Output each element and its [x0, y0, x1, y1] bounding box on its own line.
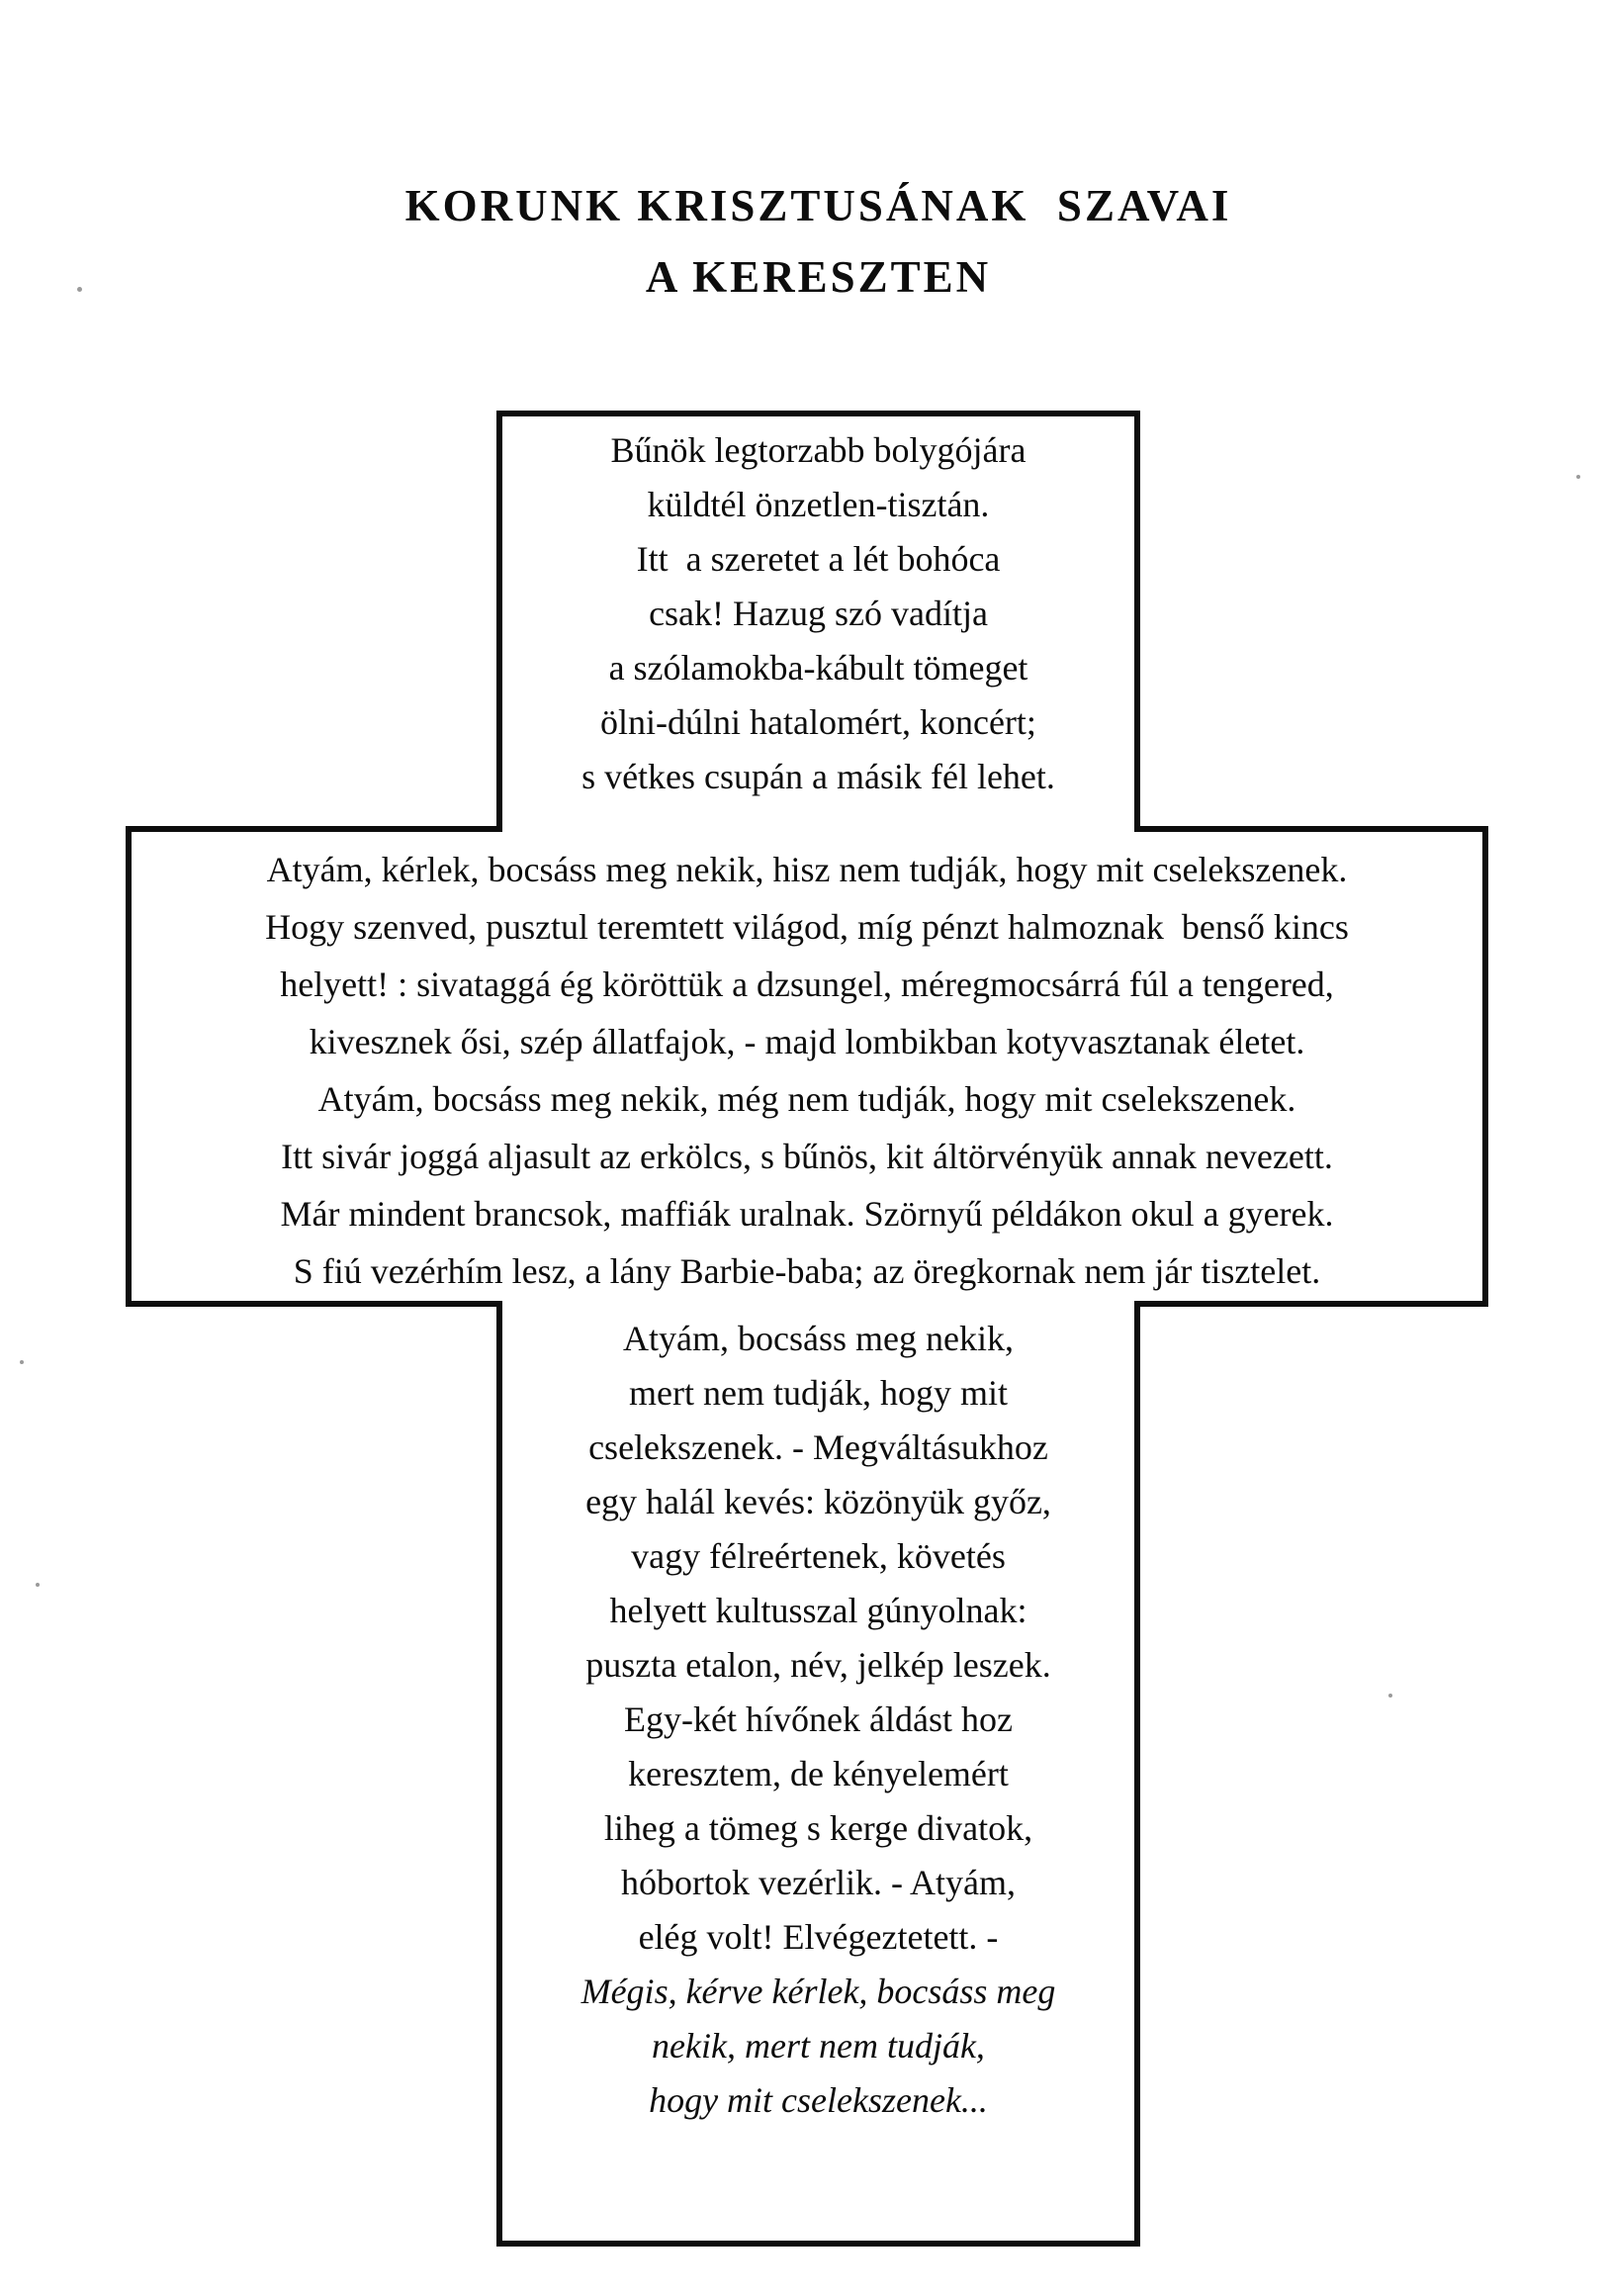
- poem-line: Atyám, bocsáss meg nekik, még nem tudják, hogy mit cselekszenek.: [317, 1079, 1296, 1119]
- poem-line: csak! Hazug szó vadítja: [649, 594, 988, 633]
- poem-line: Atyám, bocsáss meg nekik,: [623, 1319, 1014, 1358]
- poem-line-italic: nekik, mert nem tudják,: [652, 2026, 985, 2066]
- title-line-1: KORUNK KRISZTUSÁNAK SZAVAI: [404, 181, 1232, 230]
- scan-speck: [36, 1583, 40, 1587]
- poem-line: a szólamokba-kábult tömeget: [608, 648, 1028, 688]
- scan-speck: [1576, 475, 1580, 479]
- scan-speck: [1388, 1694, 1392, 1698]
- scan-speck: [20, 1360, 24, 1364]
- poem-line: Itt a szeretet a lét bohóca: [636, 539, 1001, 579]
- poem-line: helyett! : sivataggá ég köröttük a dzsungel, méregmocsárrá fúl a tengered,: [280, 964, 1334, 1004]
- poem-bottom-arm: [499, 1312, 1137, 2128]
- poem-line: elég volt! Elvégeztetett. -: [638, 1917, 999, 1957]
- poem-line: Egy-két hívőnek áldást hoz: [624, 1699, 1013, 1739]
- poem-line: Már mindent brancsok, maffiák uralnak. Szörnyű példákon okul a gyerek.: [280, 1194, 1334, 1234]
- poem-line: puszta etalon, név, jelkép leszek.: [585, 1645, 1051, 1685]
- poem-line-italic: Mégis, kérve kérlek, bocsáss meg: [580, 1972, 1056, 2011]
- page-title: [30, 176, 1607, 307]
- title-line-2: A KERESZTEN: [645, 252, 992, 302]
- poem-line: cselekszenek. - Megváltásukhoz: [588, 1427, 1048, 1467]
- poem-line: helyett kultusszal gúnyolnak:: [609, 1591, 1027, 1630]
- poem-line: keresztem, de kényelemért: [628, 1754, 1009, 1793]
- poem-line: vagy félreértenek, követés: [631, 1536, 1006, 1576]
- scan-speck: [77, 287, 82, 292]
- poem-line: mert nem tudják, hogy mit: [629, 1373, 1008, 1413]
- poem-line: ölni-dúlni hatalomért, koncért;: [600, 702, 1036, 742]
- poem-line: S fiú vezérhím lesz, a lány Barbie-baba; az öregkornak nem jár tisztelet.: [293, 1251, 1321, 1291]
- poem-line: egy halál kevés: közönyük győz,: [585, 1482, 1051, 1521]
- poem-top-arm: [499, 423, 1137, 804]
- poem-line: kivesznek ősi, szép állatfajok, - majd lombikban kotyvasztanak életet.: [309, 1022, 1305, 1061]
- poem-line: Atyám, kérlek, bocsáss meg nekik, hisz nem tudják, hogy mit cselekszenek.: [266, 850, 1348, 889]
- poem-line: Hogy szenved, pusztul teremtett világod, míg pénzt halmoznak benső kincs: [265, 907, 1349, 947]
- poem-line: Itt sivár joggá aljasult az erkölcs, s bűnös, kit áltörvényük annak nevezett.: [281, 1137, 1333, 1176]
- poem-line: Bűnök legtorzabb bolygójára: [610, 430, 1027, 470]
- poem-line: liheg a tömeg s kerge divatok,: [603, 1808, 1033, 1848]
- poem-line: s vétkes csupán a másik fél lehet.: [581, 757, 1055, 796]
- poem-line: hóbortok vezérlik. - Atyám,: [621, 1863, 1016, 1902]
- poem-line-italic: hogy mit cselekszenek...: [649, 2080, 988, 2120]
- poem-cross-bar: [129, 841, 1485, 1300]
- poem-line: küldtél önzetlen-tisztán.: [647, 485, 990, 524]
